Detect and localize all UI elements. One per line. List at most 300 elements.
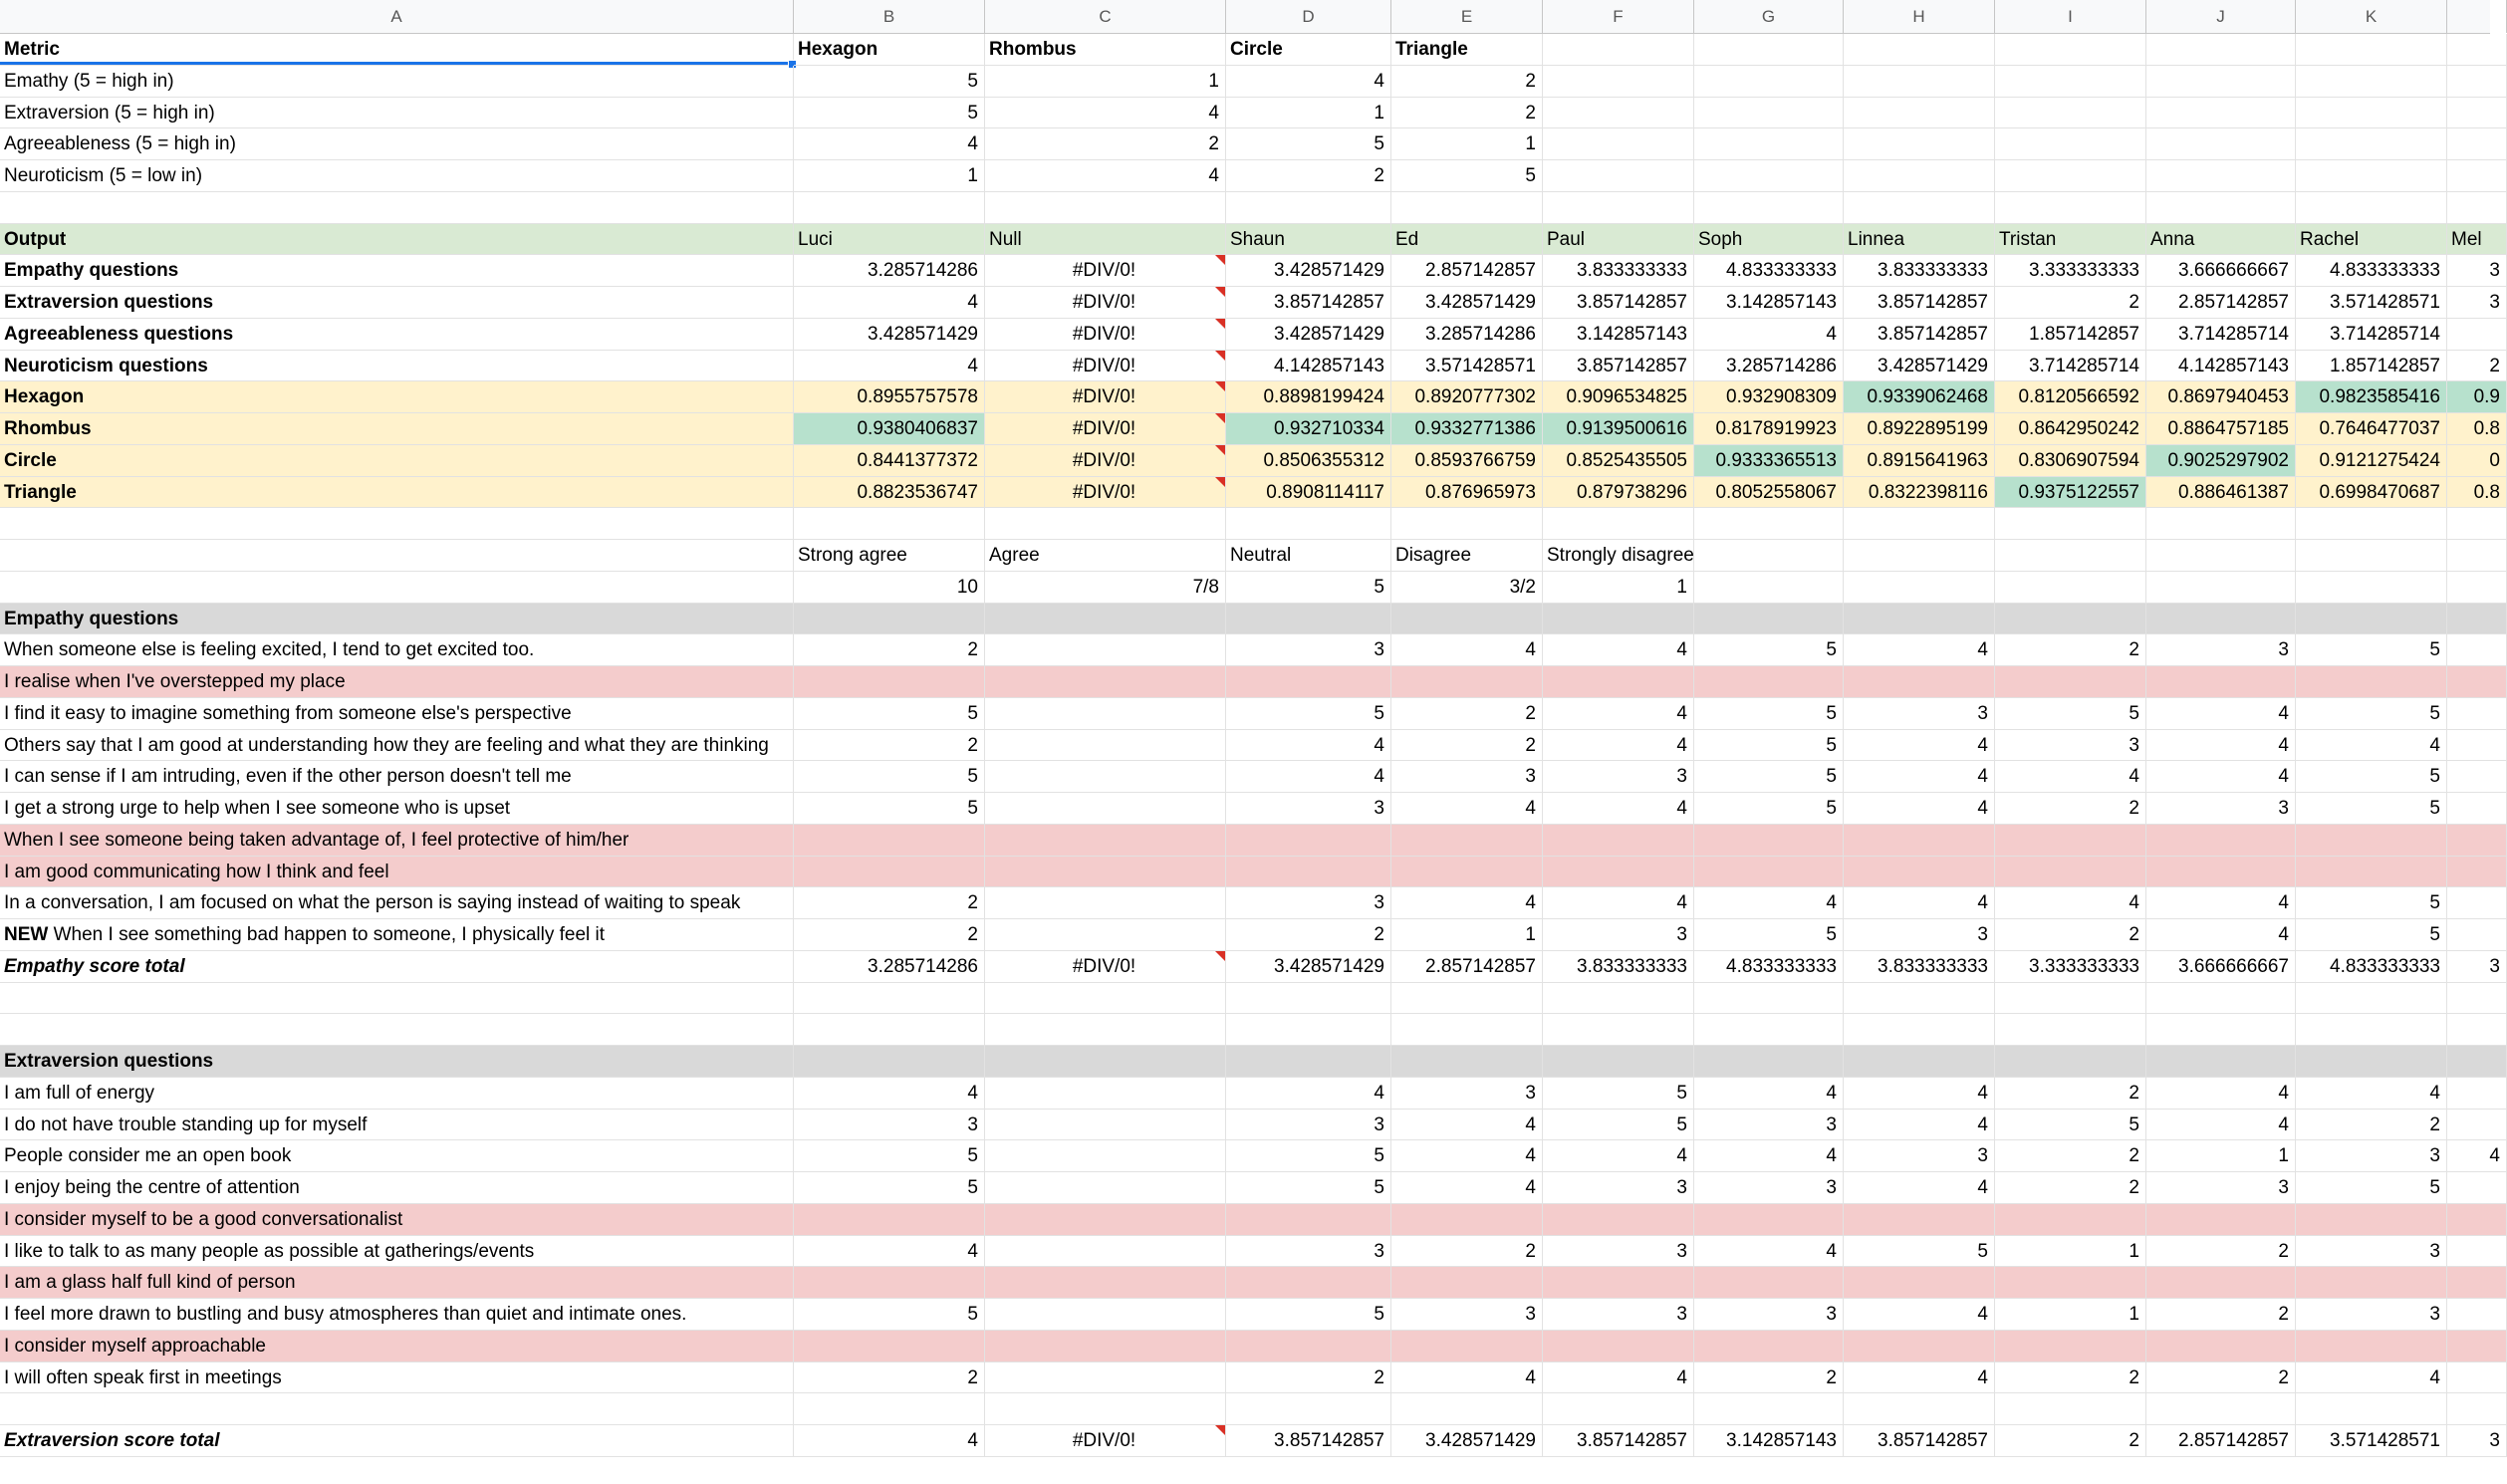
data-cell[interactable]: Tristan (1995, 224, 2146, 256)
data-cell[interactable] (2447, 540, 2507, 572)
data-cell[interactable]: 4.142857143 (1226, 351, 1391, 382)
data-cell[interactable] (2447, 857, 2507, 888)
row-label-cell[interactable]: Output (0, 224, 794, 256)
data-cell[interactable] (2146, 34, 2296, 66)
data-cell[interactable]: 3 (1391, 1299, 1543, 1331)
data-cell[interactable]: 1 (985, 66, 1226, 98)
data-cell[interactable]: 4 (1543, 730, 1694, 762)
data-cell[interactable] (794, 1331, 985, 1362)
data-cell[interactable]: 3/2 (1391, 572, 1543, 604)
data-cell[interactable]: 4 (1844, 1299, 1995, 1331)
data-cell[interactable] (985, 1299, 1226, 1331)
data-cell[interactable]: 5 (2296, 887, 2447, 919)
data-cell[interactable]: Ed (1391, 224, 1543, 256)
data-cell[interactable]: 4 (794, 351, 985, 382)
data-cell[interactable] (985, 1204, 1226, 1236)
data-cell[interactable]: 1 (1543, 572, 1694, 604)
data-cell[interactable]: 1 (1226, 98, 1391, 129)
data-cell[interactable] (2146, 508, 2296, 540)
data-cell[interactable]: 5 (1226, 1172, 1391, 1204)
data-cell[interactable]: 5 (1694, 634, 1844, 666)
row-label-cell[interactable] (0, 508, 794, 540)
column-header-g[interactable]: G (1694, 0, 1844, 33)
data-cell[interactable] (1543, 98, 1694, 129)
data-cell[interactable]: 0.6998470687 (2296, 477, 2447, 509)
data-cell[interactable] (1844, 98, 1995, 129)
data-cell[interactable]: 2 (2296, 1110, 2447, 1141)
data-cell[interactable] (1694, 66, 1844, 98)
data-cell[interactable]: 2.857142857 (1391, 255, 1543, 287)
data-cell[interactable]: 3.333333333 (1995, 255, 2146, 287)
data-cell[interactable] (2146, 666, 2296, 698)
data-cell[interactable]: 4 (1391, 634, 1543, 666)
data-cell[interactable] (1694, 572, 1844, 604)
data-cell[interactable] (2447, 128, 2507, 160)
data-cell[interactable]: 0.886461387 (2146, 477, 2296, 509)
data-cell[interactable]: 5 (794, 761, 985, 793)
data-cell[interactable] (1995, 983, 2146, 1015)
data-cell[interactable]: 0.8178919923 (1694, 413, 1844, 445)
data-cell[interactable]: 0.8506355312 (1226, 445, 1391, 477)
data-cell[interactable]: 2 (794, 730, 985, 762)
data-cell[interactable]: 3.428571429 (1391, 287, 1543, 319)
data-cell[interactable] (1995, 1046, 2146, 1078)
data-cell[interactable]: 3 (794, 1110, 985, 1141)
data-cell[interactable] (2296, 1014, 2447, 1046)
data-cell[interactable]: 0.9823585416 (2296, 381, 2447, 413)
data-cell[interactable]: 0.9139500616 (1543, 413, 1694, 445)
row-label-cell[interactable]: I realise when I've overstepped my place (0, 666, 794, 698)
data-cell[interactable] (1226, 666, 1391, 698)
data-cell[interactable]: Rachel (2296, 224, 2447, 256)
data-cell[interactable]: 3.428571429 (1391, 1425, 1543, 1457)
data-cell[interactable]: 3.857142857 (1226, 1425, 1391, 1457)
data-cell[interactable] (794, 857, 985, 888)
data-cell[interactable] (1844, 1267, 1995, 1299)
data-cell[interactable]: 2 (1995, 1172, 2146, 1204)
data-cell[interactable] (2447, 1236, 2507, 1268)
data-cell[interactable]: 4 (1694, 319, 1844, 351)
data-cell[interactable] (2296, 66, 2447, 98)
data-cell[interactable] (1844, 1393, 1995, 1425)
data-cell[interactable]: 4 (1844, 634, 1995, 666)
data-cell[interactable] (2447, 572, 2507, 604)
data-cell[interactable] (2447, 1078, 2507, 1110)
data-cell[interactable] (985, 983, 1226, 1015)
data-cell[interactable] (2447, 730, 2507, 762)
data-cell[interactable]: 2 (1995, 1425, 2146, 1457)
data-cell[interactable] (985, 508, 1226, 540)
data-cell[interactable]: 3.666666667 (2146, 255, 2296, 287)
data-cell[interactable] (1694, 1014, 1844, 1046)
data-cell[interactable] (1694, 34, 1844, 66)
data-cell[interactable] (1543, 1014, 1694, 1046)
data-cell[interactable]: 5 (1844, 1236, 1995, 1268)
data-cell[interactable]: 0.876965973 (1391, 477, 1543, 509)
data-cell[interactable]: 5 (794, 1140, 985, 1172)
data-cell[interactable]: 4 (1694, 887, 1844, 919)
column-header-b[interactable]: B (794, 0, 985, 33)
data-cell[interactable]: 3 (2447, 255, 2507, 287)
row-label-cell[interactable]: Triangle (0, 477, 794, 509)
data-cell[interactable] (2296, 572, 2447, 604)
data-cell[interactable]: 2 (1694, 1362, 1844, 1394)
data-cell[interactable] (1995, 1331, 2146, 1362)
data-cell[interactable]: 4 (1226, 66, 1391, 98)
data-cell[interactable]: 4 (1391, 887, 1543, 919)
data-cell[interactable]: Mel (2447, 224, 2507, 256)
data-cell[interactable]: 4 (2146, 698, 2296, 730)
data-cell[interactable]: 4 (2296, 730, 2447, 762)
data-cell[interactable]: 2 (2146, 1236, 2296, 1268)
data-cell[interactable] (2296, 160, 2447, 192)
row-label-cell[interactable]: Extraversion questions (0, 1046, 794, 1078)
data-cell[interactable] (2447, 319, 2507, 351)
data-cell[interactable] (985, 857, 1226, 888)
data-cell[interactable] (985, 1267, 1226, 1299)
data-cell[interactable] (2146, 1267, 2296, 1299)
data-cell[interactable]: 0.8441377372 (794, 445, 985, 477)
data-cell[interactable]: 3.857142857 (1844, 319, 1995, 351)
data-cell[interactable]: 0.879738296 (1543, 477, 1694, 509)
data-cell[interactable] (1694, 98, 1844, 129)
data-cell[interactable]: 0.7646477037 (2296, 413, 2447, 445)
data-cell[interactable] (1995, 1267, 2146, 1299)
data-cell[interactable] (2146, 1014, 2296, 1046)
data-cell[interactable] (2447, 634, 2507, 666)
data-cell[interactable] (2447, 192, 2507, 224)
data-cell[interactable] (1391, 1267, 1543, 1299)
data-cell[interactable]: 3 (1226, 634, 1391, 666)
row-label-cell[interactable]: I can sense if I am intruding, even if the other person doesn't tell me (0, 761, 794, 793)
data-cell[interactable]: 4 (794, 287, 985, 319)
row-label-cell[interactable]: I am full of energy (0, 1078, 794, 1110)
row-label-cell[interactable]: I like to talk to as many people as possible at gatherings/events (0, 1236, 794, 1268)
row-label-cell[interactable]: Extraversion (5 = high in) (0, 98, 794, 129)
data-cell[interactable]: 4 (1844, 793, 1995, 825)
data-cell[interactable]: 0.9096534825 (1543, 381, 1694, 413)
data-cell[interactable]: 3 (1844, 919, 1995, 951)
column-header-a[interactable]: A (0, 0, 794, 33)
data-cell[interactable]: 4 (1391, 793, 1543, 825)
data-cell[interactable] (2447, 604, 2507, 635)
data-cell[interactable] (1694, 1204, 1844, 1236)
data-cell[interactable]: 5 (2296, 634, 2447, 666)
data-cell[interactable] (985, 730, 1226, 762)
data-cell[interactable]: 4 (1543, 1362, 1694, 1394)
data-cell[interactable]: #DIV/0! (985, 319, 1226, 351)
data-cell[interactable] (1543, 604, 1694, 635)
data-cell[interactable]: #DIV/0! (985, 351, 1226, 382)
data-cell[interactable]: 3.571428571 (2296, 1425, 2447, 1457)
data-cell[interactable] (2146, 825, 2296, 857)
data-cell[interactable]: 4.142857143 (2146, 351, 2296, 382)
data-cell[interactable]: 1 (1995, 1299, 2146, 1331)
data-cell[interactable]: 3.285714286 (794, 951, 985, 983)
data-cell[interactable]: 4.833333333 (2296, 255, 2447, 287)
data-cell[interactable] (985, 887, 1226, 919)
row-label-cell[interactable]: I consider myself approachable (0, 1331, 794, 1362)
data-cell[interactable] (1226, 1204, 1391, 1236)
row-label-cell[interactable]: Emathy (5 = high in) (0, 66, 794, 98)
data-cell[interactable]: Paul (1543, 224, 1694, 256)
data-cell[interactable]: 0.8525435505 (1543, 445, 1694, 477)
data-cell[interactable]: 3 (1694, 1110, 1844, 1141)
data-cell[interactable]: 3.571428571 (1391, 351, 1543, 382)
data-cell[interactable]: 0.9380406837 (794, 413, 985, 445)
data-cell[interactable] (985, 919, 1226, 951)
data-cell[interactable]: 3 (1226, 793, 1391, 825)
data-cell[interactable] (985, 1393, 1226, 1425)
data-cell[interactable]: 3.714285714 (2146, 319, 2296, 351)
row-label-cell[interactable]: I get a strong urge to help when I see someone who is upset (0, 793, 794, 825)
data-cell[interactable] (2447, 1204, 2507, 1236)
data-cell[interactable] (1226, 1331, 1391, 1362)
data-cell[interactable] (2296, 1267, 2447, 1299)
data-cell[interactable]: 0.9333365513 (1694, 445, 1844, 477)
data-cell[interactable]: 0.8864757185 (2146, 413, 2296, 445)
column-header-d[interactable]: D (1226, 0, 1391, 33)
data-cell[interactable] (2146, 857, 2296, 888)
data-cell[interactable]: 4.833333333 (2296, 951, 2447, 983)
data-cell[interactable] (1844, 1014, 1995, 1046)
data-cell[interactable] (985, 1014, 1226, 1046)
data-cell[interactable]: Disagree (1391, 540, 1543, 572)
row-label-cell[interactable]: I am a glass half full kind of person (0, 1267, 794, 1299)
data-cell[interactable] (985, 698, 1226, 730)
data-cell[interactable]: 0.8 (2447, 477, 2507, 509)
data-cell[interactable] (1694, 604, 1844, 635)
data-cell[interactable] (1226, 1393, 1391, 1425)
data-cell[interactable] (1694, 192, 1844, 224)
data-cell[interactable] (794, 604, 985, 635)
data-cell[interactable]: 2 (1226, 919, 1391, 951)
data-cell[interactable]: 4 (1543, 634, 1694, 666)
data-cell[interactable]: 3 (1543, 761, 1694, 793)
data-cell[interactable] (2146, 1204, 2296, 1236)
data-cell[interactable] (985, 1236, 1226, 1268)
data-cell[interactable]: 5 (1543, 1078, 1694, 1110)
data-cell[interactable] (1391, 857, 1543, 888)
data-cell[interactable]: 2 (1226, 1362, 1391, 1394)
data-cell[interactable]: 3 (1844, 1140, 1995, 1172)
data-cell[interactable]: 3.666666667 (2146, 951, 2296, 983)
data-cell[interactable]: 1 (1391, 128, 1543, 160)
data-cell[interactable]: 0.8120566592 (1995, 381, 2146, 413)
data-cell[interactable] (2146, 983, 2296, 1015)
data-cell[interactable] (985, 634, 1226, 666)
row-label-cell[interactable]: Extraversion score total (0, 1425, 794, 1457)
data-cell[interactable]: 4 (1694, 1236, 1844, 1268)
data-cell[interactable] (1694, 160, 1844, 192)
data-cell[interactable]: 3.428571429 (1226, 319, 1391, 351)
data-cell[interactable] (1391, 508, 1543, 540)
row-label-cell[interactable] (0, 1393, 794, 1425)
data-cell[interactable]: 5 (2296, 919, 2447, 951)
row-label-cell[interactable] (0, 192, 794, 224)
data-cell[interactable] (1694, 1046, 1844, 1078)
data-cell[interactable] (1543, 1331, 1694, 1362)
data-cell[interactable]: 2 (1391, 698, 1543, 730)
data-cell[interactable]: 2 (1226, 160, 1391, 192)
data-cell[interactable]: 5 (2296, 793, 2447, 825)
data-cell[interactable] (2296, 1393, 2447, 1425)
data-cell[interactable]: 0.9332771386 (1391, 413, 1543, 445)
data-cell[interactable] (1694, 666, 1844, 698)
data-cell[interactable]: 4 (2146, 1110, 2296, 1141)
data-cell[interactable] (985, 192, 1226, 224)
data-cell[interactable]: 4 (1543, 793, 1694, 825)
data-cell[interactable]: 4 (2146, 730, 2296, 762)
data-cell[interactable]: Soph (1694, 224, 1844, 256)
row-label-cell[interactable] (0, 572, 794, 604)
data-cell[interactable] (1844, 66, 1995, 98)
data-cell[interactable]: 1 (794, 160, 985, 192)
data-cell[interactable] (2447, 1331, 2507, 1362)
data-cell[interactable] (1226, 857, 1391, 888)
data-cell[interactable] (1391, 1014, 1543, 1046)
data-cell[interactable] (1694, 825, 1844, 857)
data-cell[interactable]: 1.857142857 (2296, 351, 2447, 382)
data-cell[interactable] (2447, 666, 2507, 698)
data-cell[interactable] (985, 1078, 1226, 1110)
data-cell[interactable] (2296, 604, 2447, 635)
data-cell[interactable] (2447, 1267, 2507, 1299)
data-cell[interactable] (2296, 192, 2447, 224)
data-cell[interactable]: 4 (1844, 730, 1995, 762)
data-cell[interactable] (1226, 825, 1391, 857)
data-cell[interactable]: Circle (1226, 34, 1391, 66)
data-cell[interactable] (985, 1110, 1226, 1141)
data-cell[interactable] (1543, 983, 1694, 1015)
data-cell[interactable]: 0.9121275424 (2296, 445, 2447, 477)
data-cell[interactable]: 4 (1995, 887, 2146, 919)
data-cell[interactable]: 3.833333333 (1844, 951, 1995, 983)
data-cell[interactable]: 0.8 (2447, 413, 2507, 445)
data-cell[interactable]: 2 (2146, 1362, 2296, 1394)
data-cell[interactable] (1844, 666, 1995, 698)
row-label-cell[interactable]: Hexagon (0, 381, 794, 413)
data-cell[interactable]: 1 (1995, 1236, 2146, 1268)
data-cell[interactable]: Anna (2146, 224, 2296, 256)
data-cell[interactable] (1995, 1393, 2146, 1425)
data-cell[interactable] (1995, 34, 2146, 66)
data-cell[interactable] (2296, 98, 2447, 129)
data-cell[interactable] (1694, 508, 1844, 540)
data-cell[interactable]: 2 (1391, 66, 1543, 98)
row-label-cell[interactable]: Extraversion questions (0, 287, 794, 319)
data-cell[interactable]: 3 (1844, 698, 1995, 730)
data-cell[interactable]: 3.142857143 (1694, 287, 1844, 319)
column-header-k[interactable]: K (2296, 0, 2447, 33)
data-cell[interactable]: 0.9025297902 (2146, 445, 2296, 477)
data-cell[interactable]: 4 (794, 1425, 985, 1457)
data-cell[interactable]: 4 (1844, 887, 1995, 919)
data-cell[interactable] (1995, 192, 2146, 224)
row-label-cell[interactable] (0, 1014, 794, 1046)
data-cell[interactable] (2296, 34, 2447, 66)
data-cell[interactable]: 4 (1391, 1140, 1543, 1172)
data-cell[interactable]: 3.833333333 (1543, 951, 1694, 983)
data-cell[interactable]: 3.142857143 (1694, 1425, 1844, 1457)
data-cell[interactable] (2447, 1014, 2507, 1046)
data-cell[interactable] (2447, 919, 2507, 951)
row-label-cell[interactable]: Rhombus (0, 413, 794, 445)
data-cell[interactable] (1543, 128, 1694, 160)
data-cell[interactable] (794, 508, 985, 540)
data-cell[interactable]: 0.8052558067 (1694, 477, 1844, 509)
row-label-cell[interactable]: I enjoy being the centre of attention (0, 1172, 794, 1204)
data-cell[interactable] (1694, 1267, 1844, 1299)
data-cell[interactable]: 3 (2296, 1140, 2447, 1172)
row-label-cell[interactable] (0, 983, 794, 1015)
data-cell[interactable]: 3 (2447, 1425, 2507, 1457)
data-cell[interactable]: 4 (2296, 1362, 2447, 1394)
data-cell[interactable] (1995, 666, 2146, 698)
data-cell[interactable] (2447, 1393, 2507, 1425)
data-cell[interactable]: 3 (1543, 1172, 1694, 1204)
data-cell[interactable]: 3.857142857 (1543, 287, 1694, 319)
data-cell[interactable]: 4 (2296, 1078, 2447, 1110)
data-cell[interactable]: 3.142857143 (1543, 319, 1694, 351)
data-cell[interactable]: 0.932710334 (1226, 413, 1391, 445)
data-cell[interactable]: 2 (1995, 287, 2146, 319)
data-cell[interactable]: 4 (1844, 1110, 1995, 1141)
data-cell[interactable] (1995, 857, 2146, 888)
data-cell[interactable]: 3 (1543, 1299, 1694, 1331)
data-cell[interactable]: Rhombus (985, 34, 1226, 66)
data-cell[interactable]: 4 (985, 98, 1226, 129)
column-header-e[interactable]: E (1391, 0, 1543, 33)
data-cell[interactable] (1844, 128, 1995, 160)
data-cell[interactable] (1995, 1204, 2146, 1236)
data-cell[interactable]: 3 (1226, 1236, 1391, 1268)
data-cell[interactable]: 3 (2146, 1172, 2296, 1204)
data-cell[interactable] (1844, 192, 1995, 224)
data-cell[interactable] (2146, 160, 2296, 192)
data-cell[interactable] (1844, 1204, 1995, 1236)
data-cell[interactable]: 5 (1226, 572, 1391, 604)
data-cell[interactable] (985, 1140, 1226, 1172)
data-cell[interactable] (1995, 98, 2146, 129)
column-header-j[interactable]: J (2146, 0, 2296, 33)
data-cell[interactable] (985, 1172, 1226, 1204)
data-cell[interactable] (794, 1267, 985, 1299)
data-cell[interactable]: 0.8908114117 (1226, 477, 1391, 509)
data-cell[interactable] (1694, 1393, 1844, 1425)
column-header-h[interactable]: H (1844, 0, 1995, 33)
data-cell[interactable]: 5 (794, 698, 985, 730)
data-cell[interactable]: 1 (1391, 919, 1543, 951)
data-cell[interactable]: 3 (1543, 1236, 1694, 1268)
data-cell[interactable]: 4 (1694, 1078, 1844, 1110)
data-cell[interactable]: 0.932908309 (1694, 381, 1844, 413)
data-cell[interactable]: 2 (2146, 1299, 2296, 1331)
data-cell[interactable] (2146, 540, 2296, 572)
data-cell[interactable] (1391, 1046, 1543, 1078)
data-cell[interactable] (1844, 1046, 1995, 1078)
data-cell[interactable]: 0.8922895199 (1844, 413, 1995, 445)
data-cell[interactable]: 4 (1844, 1078, 1995, 1110)
data-cell[interactable]: Hexagon (794, 34, 985, 66)
data-cell[interactable]: #DIV/0! (985, 951, 1226, 983)
data-cell[interactable]: 7/8 (985, 572, 1226, 604)
data-cell[interactable] (1694, 128, 1844, 160)
data-cell[interactable]: #DIV/0! (985, 1425, 1226, 1457)
data-cell[interactable] (1995, 572, 2146, 604)
data-cell[interactable] (2296, 825, 2447, 857)
row-label-cell[interactable]: People consider me an open book (0, 1140, 794, 1172)
